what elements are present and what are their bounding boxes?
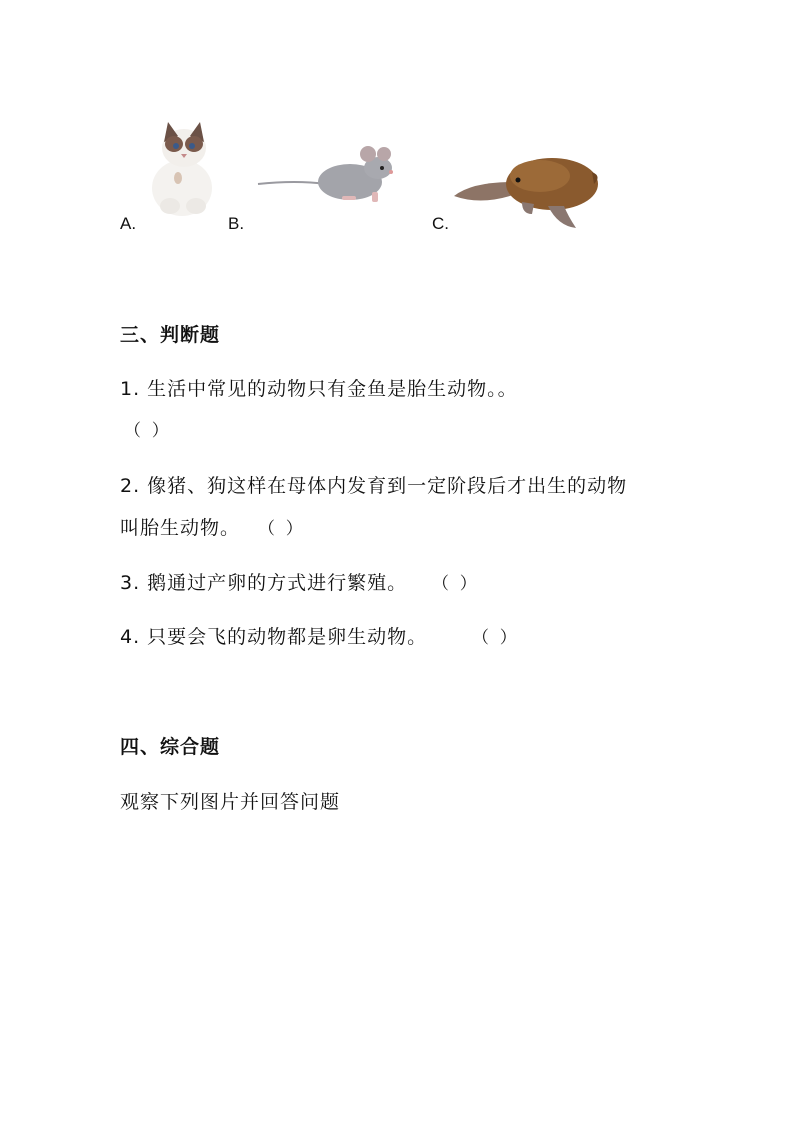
option-b-label: B. xyxy=(228,214,245,233)
question-3-answer-blank[interactable]: （ ） xyxy=(432,574,477,594)
question-2-line-2: 叫胎生动物。 xyxy=(120,517,241,539)
question-2-line-1: 2. 像猪、狗这样在母体内发育到一定阶段后才出生的动物 xyxy=(120,475,628,497)
question-1-answer-blank[interactable]: （ ） xyxy=(124,421,169,441)
section-3-heading: 三、判断题 xyxy=(120,324,221,346)
section-4-instruction: 观察下列图片并回答问题 xyxy=(120,791,341,813)
question-4-text: 4. 只要会飞的动物都是卵生动物。 xyxy=(120,626,428,648)
section-4-heading: 四、综合题 xyxy=(120,736,221,758)
option-c-label: C. xyxy=(432,214,449,233)
question-3-text: 3. 鹅通过产卵的方式进行繁殖。 xyxy=(120,572,408,594)
question-2-answer-blank[interactable]: （ ） xyxy=(258,519,303,539)
question-4-answer-blank[interactable]: （ ） xyxy=(472,628,517,648)
platypus-image xyxy=(452,148,602,232)
mouse-image xyxy=(256,144,396,208)
cat-image xyxy=(140,118,224,218)
question-1-text: 1. 生活中常见的动物只有金鱼是胎生动物。。 xyxy=(120,378,518,400)
option-a-label: A. xyxy=(120,214,137,233)
